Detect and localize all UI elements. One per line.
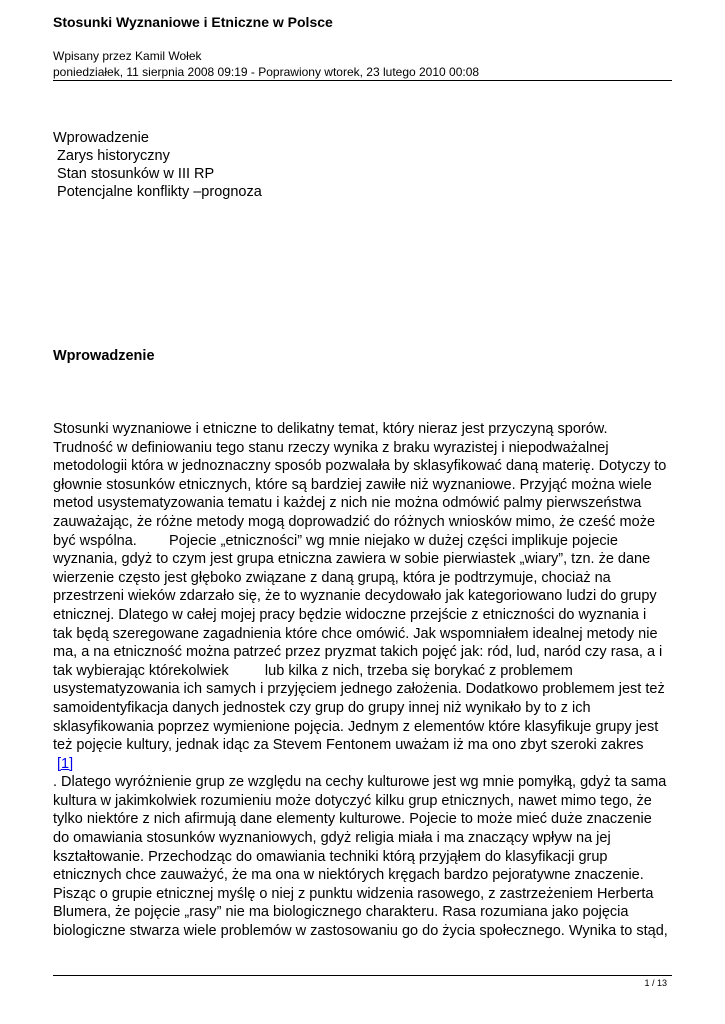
body-line: biologiczne stwarza wiele problemów w zastosowaniu go do życia społecznego. Wynika to stąd,	[53, 923, 668, 940]
toc-item: Potencjalne konflikty –prognoza	[53, 184, 262, 200]
body-line: przestrzeni wieków zdarzało się, że to wyznanie decydowało jak kategoriowano ludzi do grupy	[53, 588, 657, 605]
section-heading: Wprowadzenie	[53, 348, 155, 364]
body-line: Stosunki wyznaniowe i etniczne to delikatny temat, który nieraz jest przyczyną sporów.	[53, 421, 608, 437]
body-line: usystematyzowania ich samych i przyjęciem jednego założenia. Dodatkowo problemem jest też	[53, 681, 665, 698]
toc-item: Zarys historyczny	[53, 148, 170, 164]
body-line: samoidentyfikacja danych jednostek czy grup do grupy innej niż wynikało by to z ich	[53, 699, 591, 716]
footer-divider	[53, 975, 672, 976]
toc-item: Wprowadzenie	[53, 130, 149, 146]
body-line: kształtowanie. Przechodząc do omawiania techniki którą przyjąłem do klasyfikacji grup	[53, 848, 608, 865]
body-line: tak będą szeregowane zagadnienia które chce omówić. Jak wspomniałem idealnej metody nie	[53, 625, 658, 642]
body-line: wyznania, gdyż to czym jest grupa etniczna zawiera w sobie pierwiastek „wiary”, tzn. że dane	[53, 551, 651, 568]
body-line: głownie stosunków etnicznych, które są bardziej zawiłe niż wyznaniowe. Przyjąć można wiele	[53, 476, 652, 493]
toc-item: Stan stosunków w III RP	[53, 166, 215, 182]
document-meta	[53, 48, 479, 80]
body-line: Trudność w definiowaniu tego stanu rzeczy wynika z braku wyrazistej i niepodważalnej	[53, 439, 609, 456]
body-line: do omawiania stosunków wyznaniowych, gdyż religia miała i ma znaczący wpływ na jej	[53, 830, 611, 847]
footnote-link[interactable]: [1]	[57, 755, 74, 772]
body-line: tylko niektóre z nich afirmują dane elementy kulturowe. Pojecie to może mieć duże znaczenie	[53, 811, 652, 828]
body-line: być wspólna. Pojecie „etniczności” wg mnie niejako w dużej części implikuje pojecie	[53, 532, 618, 549]
body-line: . Dlatego wyróżnienie grup ze względu na cechy kulturowe jest wg mnie pomyłką, gdyż ta sama	[53, 774, 667, 791]
date-line: poniedziałek, 11 sierpnia 2008 09:19 - Poprawiony wtorek, 23 lutego 2010 00:08	[53, 65, 480, 79]
header-divider	[53, 80, 672, 81]
page-number: 1 / 13	[644, 978, 667, 988]
body-line: ma, a na etniczność można patrzeć przez pryzmat takich pojęć jak: ród, lud, naród czy rasa, a i	[53, 644, 663, 661]
body-line: tak wybierając którekolwiek lub kilka z nich, trzeba się borykać z problemem	[53, 662, 573, 679]
footnote-line	[53, 755, 693, 774]
body-line: też pojęcie kultury, jednak idąc za Stevem Fentonem uważam iż ma ono zbyt szeroki zakres	[53, 737, 644, 754]
body-line: etnicznych chce zauważyć, że ma ona w niektórych kręgach bardzo pejoratywne znaczenie.	[53, 867, 644, 884]
author-line: Wpisany przez Kamil Wołek	[53, 49, 202, 63]
body-line: metodologii która w jednoznaczny sposób pozwalała by sklasyfikować daną materię. Dotyczy to	[53, 458, 667, 475]
body-line: wierzenie często jest głęboko związane z daną grupą, która je podtrzymuje, chociaż na	[53, 569, 611, 586]
body-line: sklasyfikowania poprzez wymienione pojęcia. Jednym z elementów które klasyfikuje grupy jest	[53, 718, 659, 735]
body-line: metod usystematyzowania tematu i każdej z nich nie można odmówić palmy pierwszeństwa	[53, 495, 642, 512]
body-line: kultura w jakimkolwiek rozumieniu może dotyczyć kilku grup etnicznych, nawet mimo tego, że	[53, 792, 652, 809]
body-line: etnicznej. Dlatego w całej mojej pracy będzie widoczne przejście z etniczności do wyznania i	[53, 606, 647, 623]
body-line: zauważając, że różne metody mogą doprowadzić do różnych wniosków mimo, że cześć może	[53, 513, 656, 530]
body-line: Blumera, że pojęcie „rasy” nie ma biologicznego charakteru. Rasa rozumiana jako pojęcia	[53, 904, 629, 921]
table-of-contents	[53, 129, 262, 201]
article-body	[53, 420, 693, 941]
body-line: Pisząc o grupie etnicznej myślę o niej z punktu widzenia rasowego, z zastrzeżeniem Herberta	[53, 885, 654, 902]
document-title: Stosunki Wyznaniowe i Etniczne w Polsce	[53, 14, 333, 30]
